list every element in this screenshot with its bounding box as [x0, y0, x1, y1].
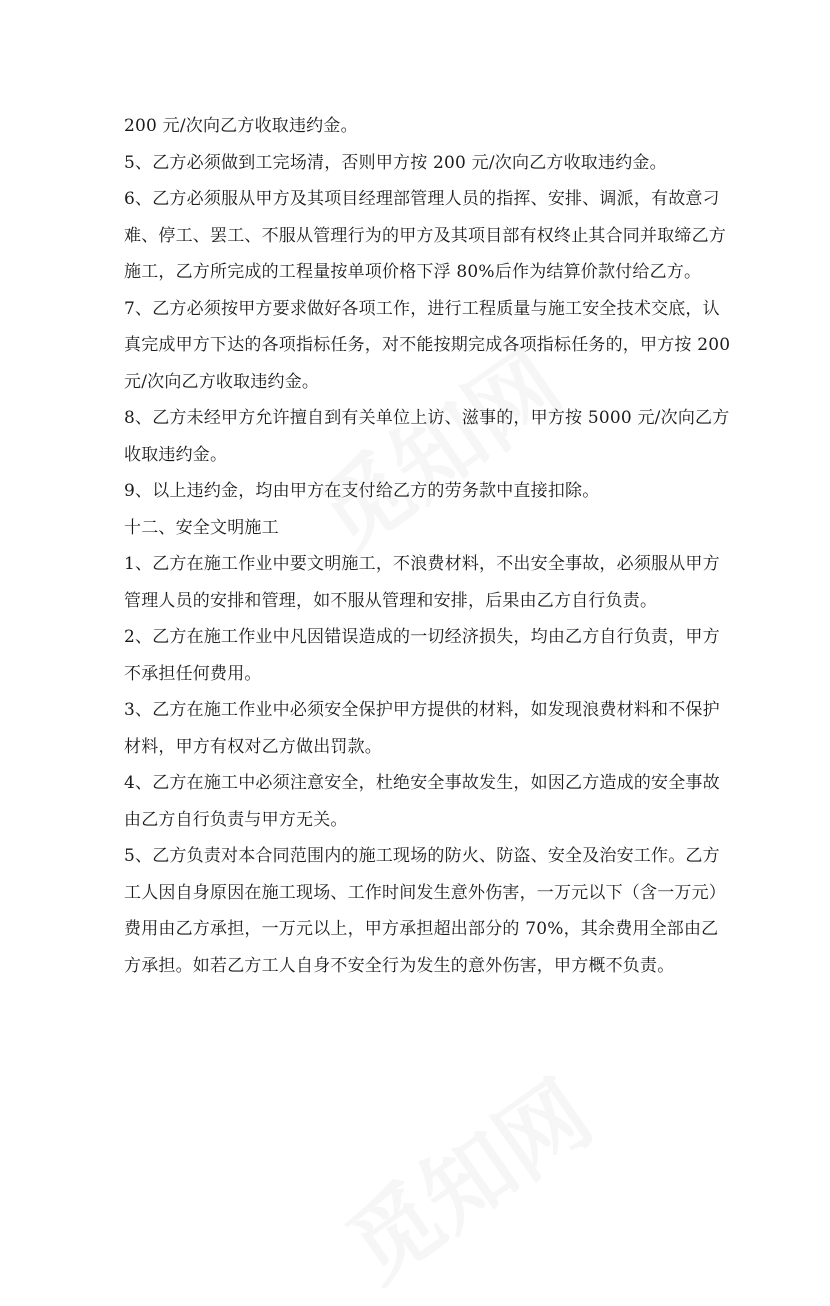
text-line: 8、乙方未经甲方允许擅自到有关单位上访、滋事的，甲方按 5000 元/次向乙方 [124, 408, 730, 428]
text-line: 收取违约金。 [124, 444, 228, 465]
text-line: 2、乙方在施工作业中凡因错误造成的一切经济损失，均由乙方自行负责，甲方 [124, 627, 720, 647]
text-line: 管理人员的安排和管理，如不服从管理和安排，后果由乙方自行负责。 [124, 590, 658, 611]
text-line: 6、乙方必须服从甲方及其项目经理部管理人员的指挥、安排、调派，有故意刁 [124, 189, 720, 209]
document-body [124, 108, 731, 984]
text-line: 4、乙方在施工中必须注意安全，杜绝安全事故发生，如因乙方造成的安全事故 [124, 773, 720, 793]
text-line: 费用由乙方承担，一万元以上，甲方承担超出部分的 70%，其余费用全部由乙 [124, 919, 719, 939]
text-line: 不承担任何费用。 [124, 663, 262, 684]
text-line: 难、停工、罢工、不服从管理行为的甲方及其项目部有权终止其合同并取缔乙方 [124, 225, 726, 246]
text-line: 1、乙方在施工作业中要文明施工，不浪费材料，不出安全事故，必须服从甲方 [124, 554, 720, 574]
text-line: 7、乙方必须按甲方要求做好各项工作，进行工程质量与施工安全技术交底，认 [124, 298, 720, 319]
text-line: 5、乙方负责对本合同范围内的施工现场的防火、防盗、安全及治安工作。乙方 [124, 846, 720, 866]
text-line: 施工，乙方所完成的工程量按单项价格下浮 80%后作为结算价款付给乙方。 [124, 262, 702, 282]
text-line: 元/次向乙方收取违约金。 [124, 371, 320, 392]
text-line: 材料，甲方有权对乙方做出罚款。 [124, 736, 382, 757]
text-line: 由乙方自行负责与甲方无关。 [124, 809, 348, 830]
text-line: 3、乙方在施工作业中必须安全保护甲方提供的材料，如发现浪费材料和不保护 [124, 700, 720, 720]
section-heading: 十二、安全文明施工 [124, 517, 279, 538]
text-line: 5、乙方必须做到工完场清，否则甲方按 200 元/次向乙方收取违约金。 [124, 152, 667, 173]
text-line: 9、以上违约金，均由甲方在支付给乙方的劳务款中直接扣除。 [124, 481, 600, 501]
text-line: 工人因自身原因在施工现场、工作时间发生意外伤害，一万元以下（含一万元） [124, 882, 726, 903]
text-line: 真完成甲方下达的各项指标任务，对不能按期完成各项指标任务的，甲方按 200 [124, 335, 731, 355]
text-line: 方承担。如若乙方工人自身不安全行为发生的意外伤害，甲方概不负责。 [124, 955, 675, 976]
watermark-text [317, 1044, 613, 1305]
text-line: 200 元/次向乙方收取违约金。 [124, 116, 358, 136]
